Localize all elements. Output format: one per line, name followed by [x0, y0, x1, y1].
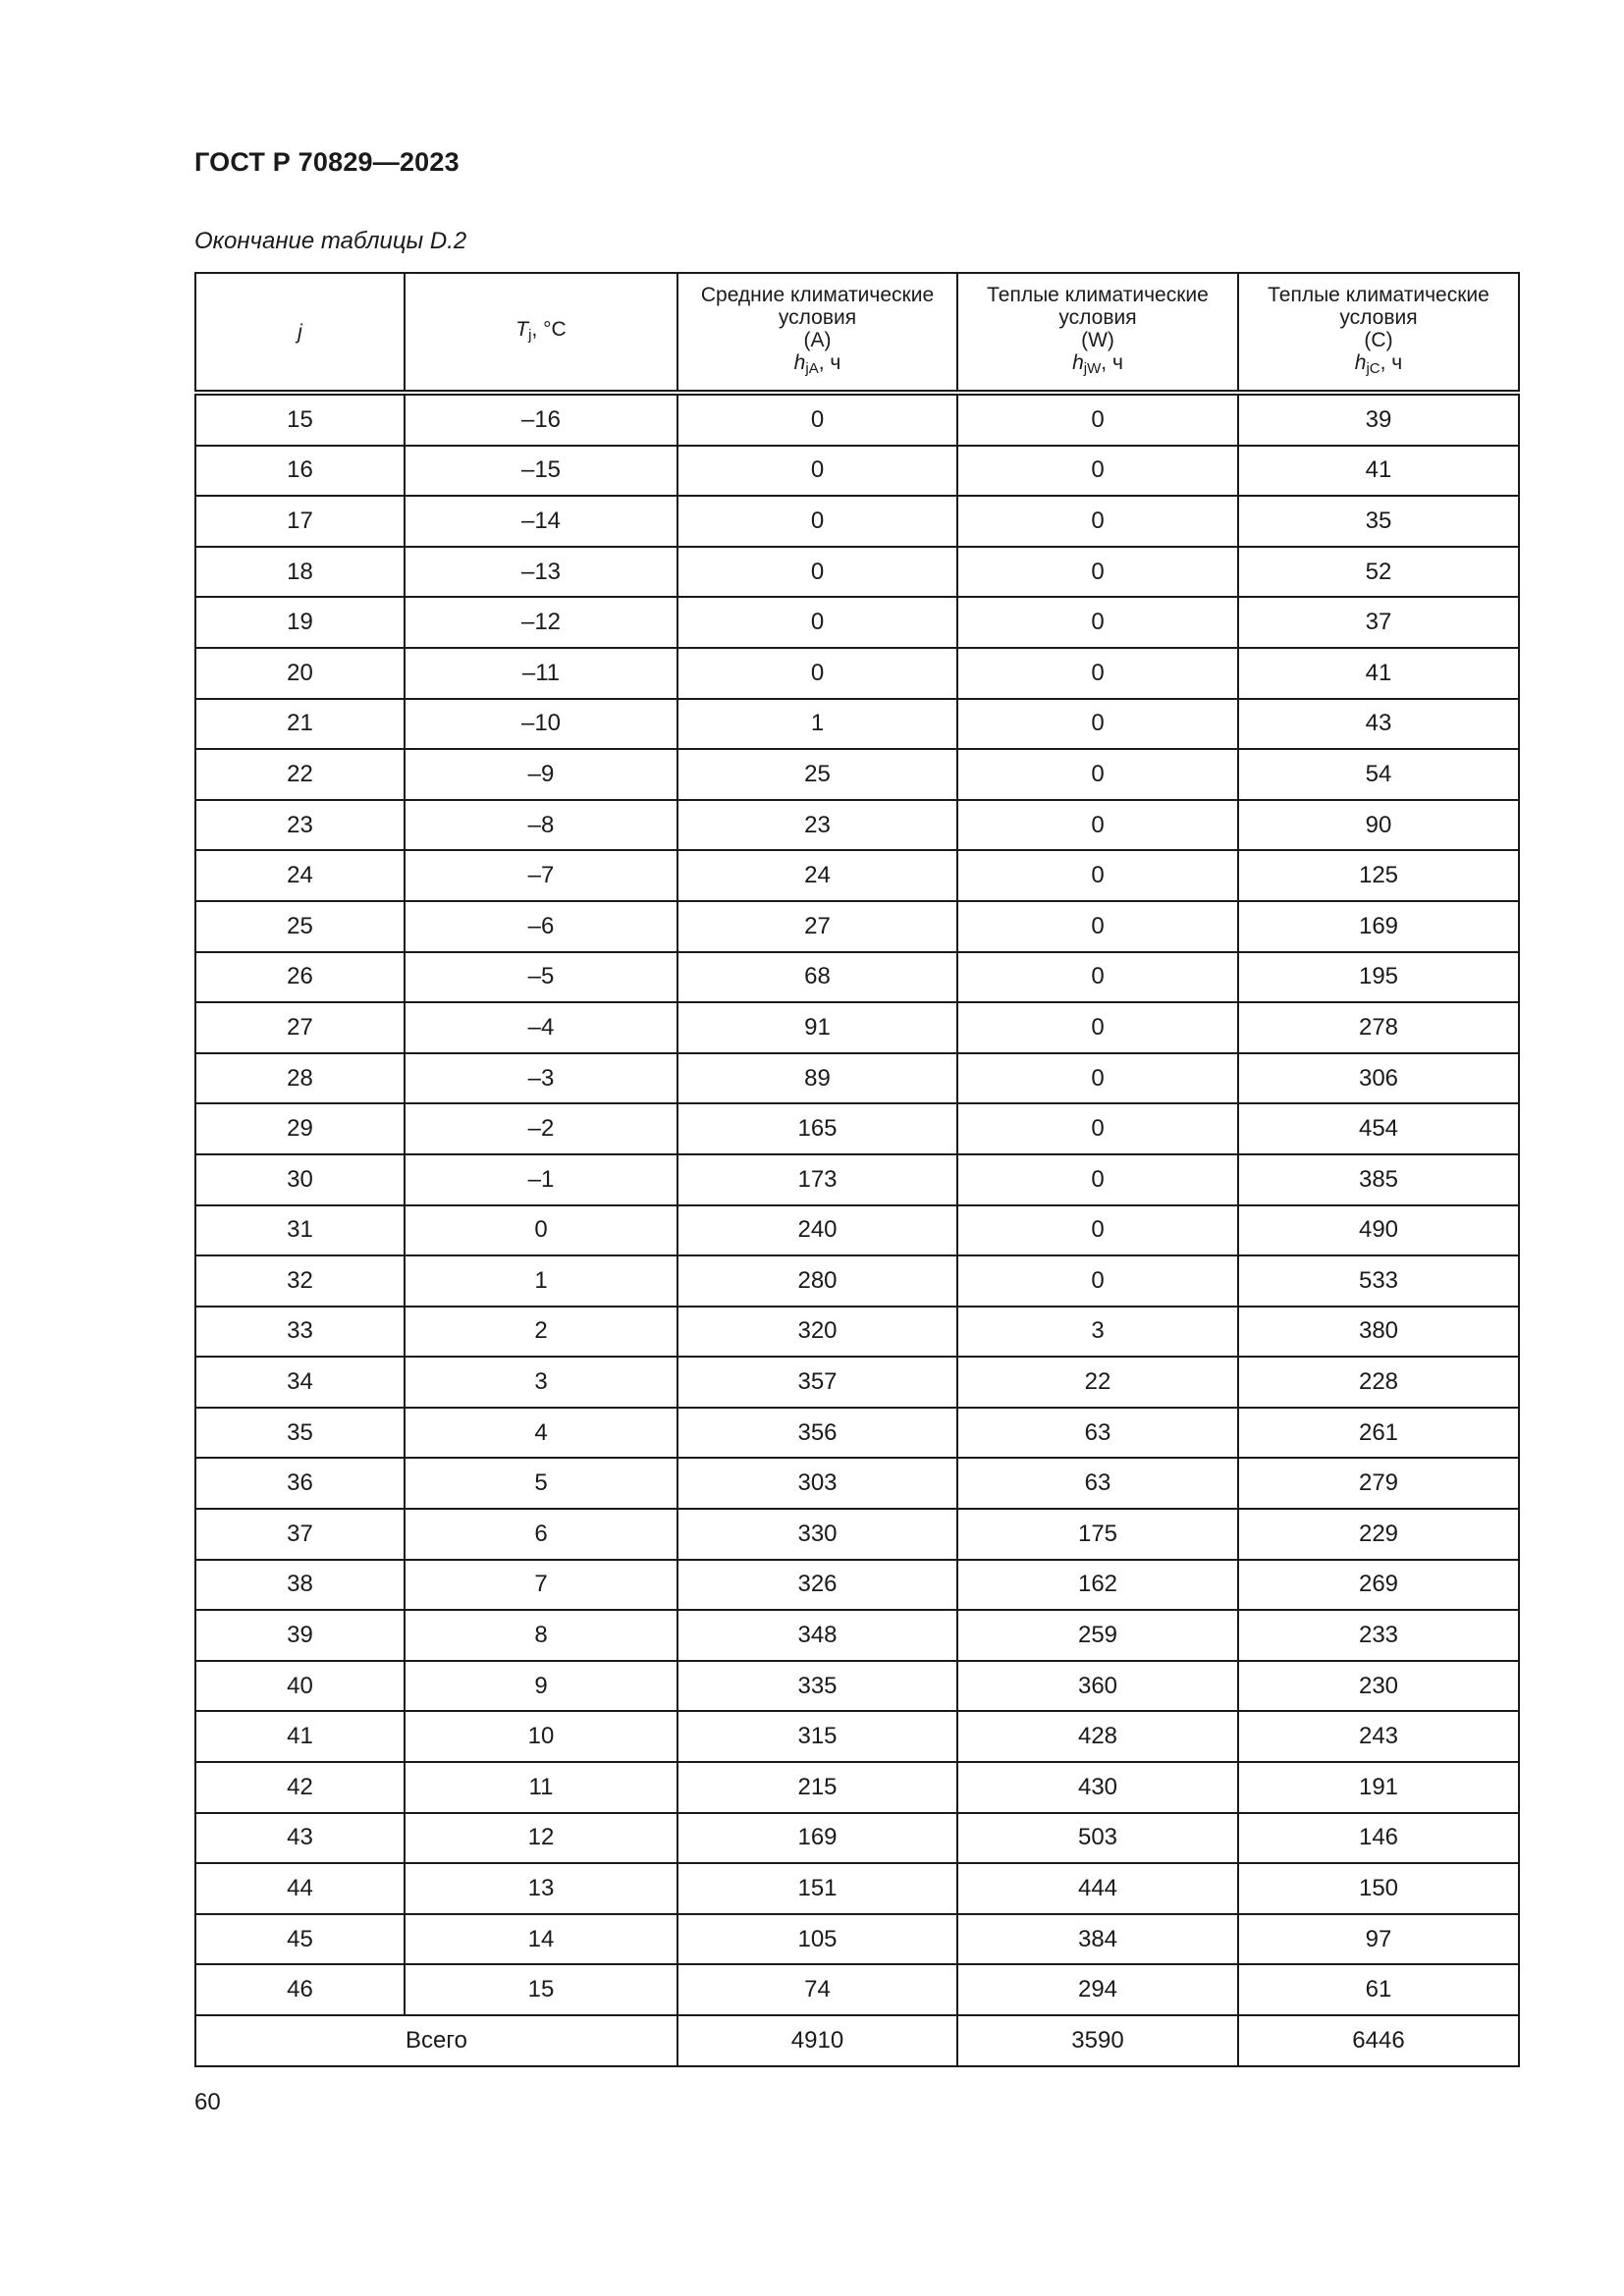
cell-hours-w: 259: [957, 1610, 1238, 1661]
cell-j: 43: [195, 1813, 405, 1864]
cell-j: 25: [195, 901, 405, 952]
header-a-subscript: jA: [805, 360, 819, 377]
cell-hours-a: 320: [677, 1307, 957, 1358]
header-a-line1: Средние климатические: [700, 284, 935, 306]
cell-hours-c: 278: [1238, 1002, 1519, 1053]
cell-hours-c: 52: [1238, 547, 1519, 598]
table-row: [195, 699, 1519, 750]
data-table: [194, 272, 1520, 2067]
cell-hours-a: 0: [677, 547, 957, 598]
header-j: [195, 273, 405, 393]
cell-j: 37: [195, 1509, 405, 1560]
header-temperature: [405, 273, 677, 393]
cell-temperature: 4: [405, 1408, 677, 1459]
header-c-line2: условия: [1339, 306, 1418, 329]
table-row: [195, 446, 1519, 497]
total-hours-a: 4910: [677, 2015, 957, 2066]
cell-hours-c: 380: [1238, 1307, 1519, 1358]
cell-j: 15: [195, 393, 405, 446]
cell-hours-c: 454: [1238, 1103, 1519, 1154]
cell-hours-a: 89: [677, 1053, 957, 1104]
table-row: [195, 1914, 1519, 1965]
cell-j: 35: [195, 1408, 405, 1459]
cell-temperature: 13: [405, 1863, 677, 1914]
header-c-line1: Теплые климатические: [1268, 284, 1489, 306]
table-row: [195, 1560, 1519, 1611]
table-row: [195, 1255, 1519, 1307]
cell-j: 33: [195, 1307, 405, 1358]
cell-hours-a: 91: [677, 1002, 957, 1053]
cell-hours-a: 330: [677, 1509, 957, 1560]
cell-hours-c: 61: [1238, 1964, 1519, 2015]
cell-hours-a: 335: [677, 1661, 957, 1712]
header-w-line3: (W): [1081, 329, 1114, 351]
table-row: [195, 1103, 1519, 1154]
cell-hours-a: 0: [677, 597, 957, 648]
cell-hours-a: 105: [677, 1914, 957, 1965]
cell-temperature: 0: [405, 1205, 677, 1256]
cell-j: 42: [195, 1762, 405, 1813]
cell-hours-c: 169: [1238, 901, 1519, 952]
cell-temperature: 5: [405, 1458, 677, 1509]
header-t-subscript: j: [528, 326, 532, 344]
cell-hours-a: 27: [677, 901, 957, 952]
cell-j: 18: [195, 547, 405, 598]
cell-j: 27: [195, 1002, 405, 1053]
cell-hours-c: 490: [1238, 1205, 1519, 1256]
cell-temperature: –16: [405, 393, 677, 446]
cell-hours-a: 315: [677, 1711, 957, 1762]
cell-hours-c: 41: [1238, 446, 1519, 497]
cell-hours-w: 384: [957, 1914, 1238, 1965]
cell-hours-a: 23: [677, 800, 957, 851]
header-w-unit: , ч: [1101, 351, 1123, 374]
header-w-subscript: jW: [1083, 360, 1102, 377]
document-code: ГОСТ Р 70829—2023: [194, 147, 460, 177]
table-row: [195, 1357, 1519, 1408]
cell-j: 20: [195, 648, 405, 699]
cell-hours-w: 503: [957, 1813, 1238, 1864]
cell-hours-w: 63: [957, 1458, 1238, 1509]
cell-hours-c: 533: [1238, 1255, 1519, 1307]
cell-j: 46: [195, 1964, 405, 2015]
cell-temperature: –10: [405, 699, 677, 750]
cell-hours-a: 280: [677, 1255, 957, 1307]
cell-hours-c: 269: [1238, 1560, 1519, 1611]
table-row: [195, 901, 1519, 952]
cell-hours-c: 385: [1238, 1154, 1519, 1205]
cell-hours-w: 0: [957, 1103, 1238, 1154]
cell-hours-c: 233: [1238, 1610, 1519, 1661]
cell-hours-a: 215: [677, 1762, 957, 1813]
table-caption: Окончание таблицы D.2: [194, 228, 467, 254]
cell-temperature: 2: [405, 1307, 677, 1358]
cell-hours-c: 195: [1238, 952, 1519, 1003]
cell-j: 45: [195, 1914, 405, 1965]
total-row: [195, 2015, 1519, 2066]
header-c-symbol: h: [1354, 351, 1367, 374]
cell-temperature: –9: [405, 749, 677, 800]
table-row: [195, 1610, 1519, 1661]
total-label: Всего: [195, 2015, 677, 2066]
cell-hours-c: 228: [1238, 1357, 1519, 1408]
cell-hours-w: 0: [957, 850, 1238, 901]
header-c-unit: , ч: [1380, 351, 1403, 374]
cell-hours-a: 1: [677, 699, 957, 750]
header-j-label: j: [298, 320, 302, 344]
header-a-symbol-line: [678, 351, 956, 380]
header-w-line1: Теплые климатические: [987, 284, 1209, 306]
table-row: [195, 850, 1519, 901]
cell-hours-a: 0: [677, 446, 957, 497]
cell-temperature: 15: [405, 1964, 677, 2015]
cell-hours-c: 229: [1238, 1509, 1519, 1560]
cell-hours-a: 173: [677, 1154, 957, 1205]
cell-hours-a: 356: [677, 1408, 957, 1459]
table-row: [195, 1762, 1519, 1813]
table-row: [195, 1661, 1519, 1712]
table-row: [195, 749, 1519, 800]
cell-hours-c: 97: [1238, 1914, 1519, 1965]
cell-hours-c: 150: [1238, 1863, 1519, 1914]
cell-hours-w: 175: [957, 1509, 1238, 1560]
cell-hours-w: 0: [957, 952, 1238, 1003]
page-number: 60: [194, 2089, 221, 2115]
header-c-subscript: jC: [1366, 360, 1380, 377]
table-row: [195, 1205, 1519, 1256]
cell-hours-a: 68: [677, 952, 957, 1003]
cell-hours-a: 240: [677, 1205, 957, 1256]
cell-temperature: –12: [405, 597, 677, 648]
table-row: [195, 1509, 1519, 1560]
cell-j: 16: [195, 446, 405, 497]
header-w-symbol: h: [1072, 351, 1084, 374]
cell-temperature: 1: [405, 1255, 677, 1307]
cell-hours-c: 191: [1238, 1762, 1519, 1813]
cell-j: 31: [195, 1205, 405, 1256]
cell-temperature: –8: [405, 800, 677, 851]
header-w-line2: условия: [1058, 306, 1137, 329]
cell-hours-w: 3: [957, 1307, 1238, 1358]
cell-hours-a: 348: [677, 1610, 957, 1661]
cell-temperature: –11: [405, 648, 677, 699]
cell-temperature: –4: [405, 1002, 677, 1053]
table-row: [195, 1964, 1519, 2015]
cell-temperature: 10: [405, 1711, 677, 1762]
table-row: [195, 597, 1519, 648]
cell-hours-w: 0: [957, 749, 1238, 800]
header-col-a: [677, 273, 957, 393]
table-row: [195, 393, 1519, 446]
cell-temperature: –7: [405, 850, 677, 901]
total-hours-c: 6446: [1238, 2015, 1519, 2066]
table-row: [195, 1458, 1519, 1509]
cell-hours-w: 162: [957, 1560, 1238, 1611]
cell-j: 24: [195, 850, 405, 901]
cell-hours-c: 125: [1238, 850, 1519, 901]
table-row: [195, 1002, 1519, 1053]
cell-temperature: –6: [405, 901, 677, 952]
cell-hours-a: 24: [677, 850, 957, 901]
cell-temperature: –2: [405, 1103, 677, 1154]
header-a-line3: (A): [803, 329, 832, 351]
cell-hours-c: 39: [1238, 393, 1519, 446]
cell-temperature: –3: [405, 1053, 677, 1104]
cell-j: 38: [195, 1560, 405, 1611]
cell-j: 29: [195, 1103, 405, 1154]
cell-hours-a: 0: [677, 393, 957, 446]
cell-hours-a: 151: [677, 1863, 957, 1914]
header-w-symbol-line: [958, 351, 1237, 380]
cell-hours-a: 326: [677, 1560, 957, 1611]
cell-temperature: –15: [405, 446, 677, 497]
header-a-unit: , ч: [818, 351, 841, 374]
header-t-symbol: T: [515, 317, 529, 341]
cell-hours-w: 0: [957, 648, 1238, 699]
header-col-c: [1238, 273, 1519, 393]
cell-hours-c: 230: [1238, 1661, 1519, 1712]
header-c-symbol-line: [1239, 351, 1518, 380]
cell-j: 39: [195, 1610, 405, 1661]
cell-hours-c: 35: [1238, 496, 1519, 547]
table-row: [195, 1307, 1519, 1358]
cell-hours-c: 41: [1238, 648, 1519, 699]
cell-hours-c: 90: [1238, 800, 1519, 851]
cell-hours-c: 43: [1238, 699, 1519, 750]
cell-hours-w: 0: [957, 1205, 1238, 1256]
cell-hours-c: 279: [1238, 1458, 1519, 1509]
cell-hours-w: 22: [957, 1357, 1238, 1408]
cell-j: 44: [195, 1863, 405, 1914]
cell-hours-c: 243: [1238, 1711, 1519, 1762]
cell-hours-c: 261: [1238, 1408, 1519, 1459]
cell-hours-w: 0: [957, 699, 1238, 750]
cell-hours-a: 0: [677, 648, 957, 699]
cell-j: 28: [195, 1053, 405, 1104]
cell-hours-c: 146: [1238, 1813, 1519, 1864]
cell-hours-w: 428: [957, 1711, 1238, 1762]
cell-temperature: 3: [405, 1357, 677, 1408]
cell-j: 41: [195, 1711, 405, 1762]
header-row: [195, 273, 1519, 393]
cell-hours-a: 303: [677, 1458, 957, 1509]
cell-hours-a: 74: [677, 1964, 957, 2015]
cell-temperature: 6: [405, 1509, 677, 1560]
cell-hours-w: 444: [957, 1863, 1238, 1914]
cell-hours-c: 306: [1238, 1053, 1519, 1104]
cell-hours-w: 0: [957, 1154, 1238, 1205]
cell-temperature: 9: [405, 1661, 677, 1712]
cell-hours-w: 0: [957, 547, 1238, 598]
header-a-line2: условия: [778, 306, 857, 329]
cell-j: 40: [195, 1661, 405, 1712]
table-row: [195, 1408, 1519, 1459]
cell-j: 17: [195, 496, 405, 547]
table-row: [195, 1053, 1519, 1104]
cell-temperature: –5: [405, 952, 677, 1003]
cell-temperature: 12: [405, 1813, 677, 1864]
cell-temperature: –14: [405, 496, 677, 547]
header-t-unit: , °C: [531, 317, 567, 341]
cell-hours-a: 169: [677, 1813, 957, 1864]
cell-hours-a: 165: [677, 1103, 957, 1154]
cell-hours-w: 0: [957, 1002, 1238, 1053]
cell-j: 22: [195, 749, 405, 800]
cell-temperature: 7: [405, 1560, 677, 1611]
cell-j: 36: [195, 1458, 405, 1509]
cell-j: 26: [195, 952, 405, 1003]
table-row: [195, 1154, 1519, 1205]
header-col-w: [957, 273, 1238, 393]
cell-j: 34: [195, 1357, 405, 1408]
table-row: [195, 1863, 1519, 1914]
table-row: [195, 952, 1519, 1003]
cell-hours-w: 294: [957, 1964, 1238, 2015]
cell-hours-w: 0: [957, 496, 1238, 547]
cell-hours-w: 63: [957, 1408, 1238, 1459]
cell-temperature: –13: [405, 547, 677, 598]
cell-hours-w: 0: [957, 393, 1238, 446]
cell-temperature: 8: [405, 1610, 677, 1661]
cell-j: 21: [195, 699, 405, 750]
header-c-line3: (C): [1364, 329, 1393, 351]
cell-hours-a: 25: [677, 749, 957, 800]
cell-j: 19: [195, 597, 405, 648]
cell-hours-w: 0: [957, 800, 1238, 851]
table-body: [195, 393, 1519, 2066]
cell-j: 32: [195, 1255, 405, 1307]
cell-hours-w: 430: [957, 1762, 1238, 1813]
cell-hours-a: 0: [677, 496, 957, 547]
table-row: [195, 648, 1519, 699]
table-row: [195, 1813, 1519, 1864]
cell-hours-c: 54: [1238, 749, 1519, 800]
header-a-symbol: h: [793, 351, 806, 374]
cell-hours-w: 0: [957, 1255, 1238, 1307]
cell-hours-w: 0: [957, 446, 1238, 497]
cell-hours-c: 37: [1238, 597, 1519, 648]
cell-temperature: 11: [405, 1762, 677, 1813]
total-hours-w: 3590: [957, 2015, 1238, 2066]
cell-temperature: –1: [405, 1154, 677, 1205]
table-row: [195, 496, 1519, 547]
table-row: [195, 1711, 1519, 1762]
cell-hours-w: 360: [957, 1661, 1238, 1712]
cell-hours-w: 0: [957, 901, 1238, 952]
cell-hours-a: 357: [677, 1357, 957, 1408]
cell-j: 23: [195, 800, 405, 851]
table-row: [195, 547, 1519, 598]
cell-hours-w: 0: [957, 1053, 1238, 1104]
cell-hours-w: 0: [957, 597, 1238, 648]
table-row: [195, 800, 1519, 851]
cell-temperature: 14: [405, 1914, 677, 1965]
cell-j: 30: [195, 1154, 405, 1205]
